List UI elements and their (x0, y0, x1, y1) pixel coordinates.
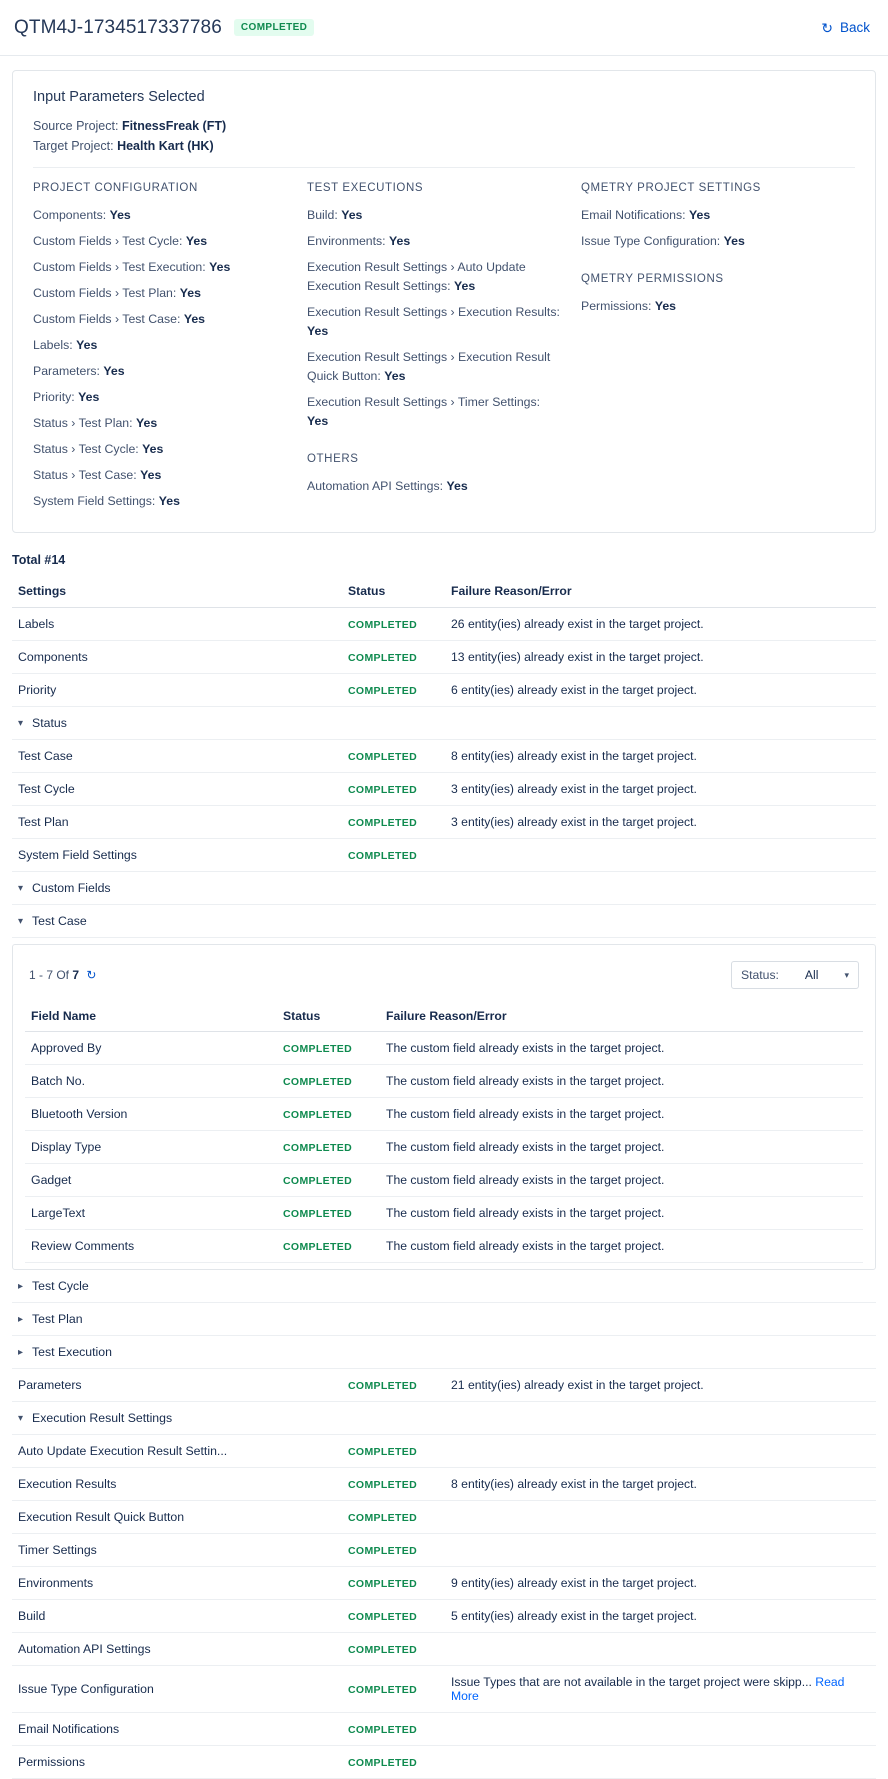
param-item (307, 303, 563, 341)
table-row[interactable] (12, 1600, 876, 1633)
chevron-down-icon[interactable]: ▾ (18, 1413, 24, 1424)
row-reason: 21 entity(ies) already exist in the target project. (445, 1369, 876, 1402)
back-link[interactable]: Back (839, 20, 870, 35)
column-heading-permissions: QMETRY PERMISSIONS (581, 273, 724, 285)
settings-table-top (12, 575, 876, 938)
row-name: Priority (12, 674, 342, 707)
row-status: COMPLETED (348, 652, 418, 664)
pagination-info (29, 968, 96, 982)
row-field-name: Review Comments (25, 1230, 277, 1263)
row-reason (445, 839, 876, 872)
refresh-icon[interactable]: ↻ (86, 968, 97, 982)
param-item (307, 232, 563, 251)
page-title: QTM4J-1734517337786 (14, 16, 222, 38)
table-row[interactable] (25, 1197, 863, 1230)
row-name: Execution Result Quick Button (12, 1501, 342, 1534)
row-reason: 8 entity(ies) already exist in the target project. (445, 1468, 876, 1501)
param-value: Yes (142, 442, 164, 456)
row-reason: The custom field already exists in the target project. (380, 1164, 863, 1197)
row-reason: 26 entity(ies) already exist in the target project. (445, 608, 876, 641)
param-value: Yes (179, 286, 201, 300)
param-item (33, 466, 289, 485)
table-row[interactable] (25, 1098, 863, 1131)
row-name: Environments (12, 1567, 342, 1600)
row-reason: The custom field already exists in the target project. (380, 1065, 863, 1098)
panel-bottom-spacer (25, 1263, 863, 1269)
row-name: System Field Settings (12, 839, 342, 872)
row-status: COMPLETED (348, 1684, 418, 1696)
table-row-group-execution-result-settings[interactable] (12, 1402, 876, 1435)
table-row[interactable] (25, 1131, 863, 1164)
param-value: Yes (341, 208, 363, 222)
row-status: COMPLETED (348, 1724, 418, 1736)
row-reason: 6 entity(ies) already exist in the target project. (445, 674, 876, 707)
param-value: Yes (136, 416, 158, 430)
custom-fields-table (25, 1001, 863, 1263)
row-field-name: Approved By (25, 1032, 277, 1065)
param-item (33, 232, 289, 251)
table-row-group-status[interactable] (12, 707, 876, 740)
table-row-group-test-cycle[interactable] (12, 1270, 876, 1303)
table-header-row (12, 575, 876, 608)
param-value: Yes (446, 479, 468, 493)
param-value: Yes (209, 260, 231, 274)
row-reason: Issue Types that are not available in the target project were skipp... (451, 1675, 812, 1689)
param-label: System Field Settings: (33, 494, 156, 508)
table-row[interactable] (12, 608, 876, 641)
param-item (33, 284, 289, 303)
row-status: COMPLETED (348, 1644, 418, 1656)
card-title: Input Parameters Selected (33, 89, 205, 105)
chevron-down-icon[interactable]: ▾ (18, 718, 24, 729)
row-status: COMPLETED (348, 1578, 418, 1590)
param-item (581, 232, 837, 251)
chevron-right-icon[interactable]: ▸ (18, 1347, 24, 1358)
status-filter-label: Status: (740, 968, 779, 982)
row-status: COMPLETED (348, 1512, 418, 1524)
row-name: Parameters (12, 1369, 342, 1402)
parameters-columns (33, 168, 855, 518)
source-project-line (33, 119, 855, 133)
table-header-row (25, 1001, 863, 1032)
param-item (33, 336, 289, 355)
row-name: Automation API Settings (12, 1633, 342, 1666)
row-name: Test Case (12, 740, 342, 773)
row-status: COMPLETED (348, 751, 418, 763)
table-row[interactable] (12, 1435, 876, 1468)
row-name: Test Cycle (12, 773, 342, 806)
row-reason (445, 1633, 876, 1666)
row-status: COMPLETED (283, 1076, 353, 1088)
row-status: COMPLETED (348, 685, 418, 697)
param-label: Execution Result Settings › Timer Settings: (307, 395, 541, 409)
param-label: Components: (33, 208, 107, 222)
row-status: COMPLETED (348, 1757, 418, 1769)
param-item (33, 206, 289, 225)
row-name: Components (12, 641, 342, 674)
source-project-label: Source Project: (33, 119, 119, 133)
page-header (0, 0, 888, 56)
table-row[interactable] (12, 1666, 876, 1713)
chevron-down-icon[interactable]: ▾ (18, 883, 24, 894)
pagination-range: 1 - 7 Of (29, 968, 70, 982)
table-row-group-test-case[interactable] (12, 905, 876, 938)
target-project-line (33, 139, 855, 153)
row-reason (445, 1746, 876, 1779)
row-status: COMPLETED (348, 1611, 418, 1623)
param-value: Yes (389, 234, 411, 248)
row-status: COMPLETED (283, 1175, 353, 1187)
read-more-link[interactable]: Read More (451, 1675, 845, 1703)
th-status: Status (277, 1001, 380, 1032)
column-heading: PROJECT CONFIGURATION (33, 182, 198, 194)
row-field-name: Gadget (25, 1164, 277, 1197)
th-field-name: Field Name (25, 1001, 277, 1032)
row-status: COMPLETED (348, 619, 418, 631)
param-label: Issue Type Configuration: (581, 234, 721, 248)
panel-toolbar (25, 955, 863, 1001)
param-item (307, 393, 563, 431)
row-name: Test Plan (12, 806, 342, 839)
row-name: Execution Result Settings (32, 1411, 173, 1425)
row-reason: The custom field already exists in the target project. (380, 1131, 863, 1164)
row-reason: The custom field already exists in the target project. (380, 1032, 863, 1065)
chevron-right-icon[interactable]: ▸ (18, 1314, 24, 1325)
row-name: Test Cycle (32, 1279, 89, 1293)
param-label: Execution Result Settings › Execution Result Quick Button: (307, 350, 551, 383)
param-label: Status › Test Case: (33, 468, 137, 482)
param-label: Custom Fields › Test Execution: (33, 260, 206, 274)
row-reason (445, 1501, 876, 1534)
custom-fields-test-case-panel (12, 944, 876, 1270)
row-status: COMPLETED (283, 1142, 353, 1154)
param-label: Status › Test Cycle: (33, 442, 139, 456)
status-filter-value: All (804, 968, 819, 982)
row-reason: 3 entity(ies) already exist in the target project. (445, 773, 876, 806)
param-item (581, 206, 837, 225)
param-label: Execution Result Settings › Execution Results: (307, 305, 560, 319)
param-value: Yes (307, 324, 329, 338)
row-name: Execution Results (12, 1468, 342, 1501)
row-status: COMPLETED (283, 1208, 353, 1220)
row-reason: 13 entity(ies) already exist in the target project. (445, 641, 876, 674)
param-label: Environments: (307, 234, 386, 248)
table-row[interactable] (12, 1633, 876, 1666)
th-settings: Settings (12, 575, 342, 608)
row-name: Test Execution (32, 1345, 112, 1359)
row-status: COMPLETED (283, 1241, 353, 1253)
source-project-value: FitnessFreak (FT) (121, 119, 227, 133)
th-reason: Failure Reason/Error (445, 575, 876, 608)
row-name: Timer Settings (12, 1534, 342, 1567)
target-project-label: Target Project: (33, 139, 114, 153)
param-item (33, 310, 289, 329)
total-count: Total #14 (12, 553, 66, 567)
status-badge: COMPLETED (234, 19, 314, 36)
row-name: Test Plan (32, 1312, 83, 1326)
param-label: Custom Fields › Test Case: (33, 312, 181, 326)
param-label: Permissions: (581, 299, 652, 313)
row-field-name: Display Type (25, 1131, 277, 1164)
column-qmetry-project-settings (581, 182, 855, 518)
param-item (33, 440, 289, 459)
param-value: Yes (307, 414, 329, 428)
chevron-right-icon[interactable]: ▸ (18, 1281, 24, 1292)
column-heading: TEST EXECUTIONS (307, 182, 424, 194)
table-row[interactable] (12, 1713, 876, 1746)
row-status: COMPLETED (348, 784, 418, 796)
param-item (33, 414, 289, 433)
param-value: Yes (654, 299, 677, 313)
param-value: Yes (78, 390, 100, 404)
column-test-executions (307, 182, 581, 518)
param-value: Yes (723, 234, 745, 248)
row-status: COMPLETED (283, 1109, 353, 1121)
param-value: Yes (158, 494, 180, 508)
table-row[interactable] (25, 1032, 863, 1065)
param-label: Custom Fields › Test Plan: (33, 286, 177, 300)
param-label: Parameters: (33, 364, 100, 378)
param-item (33, 492, 289, 511)
row-status: COMPLETED (348, 1446, 418, 1458)
row-status: COMPLETED (348, 1545, 418, 1557)
param-label: Email Notifications: (581, 208, 686, 222)
table-row[interactable] (12, 1534, 876, 1567)
table-row[interactable] (25, 1065, 863, 1098)
param-item (307, 348, 563, 386)
pagination-total: 7 (72, 968, 80, 982)
table-row[interactable] (12, 806, 876, 839)
target-project-value: Health Kart (HK) (117, 139, 214, 153)
param-item (307, 258, 563, 296)
row-field-name: Bluetooth Version (25, 1098, 277, 1131)
table-row[interactable] (12, 773, 876, 806)
param-value: Yes (453, 279, 476, 293)
param-label: Priority: (33, 390, 75, 404)
refresh-icon[interactable]: ↻ (821, 19, 833, 36)
table-row[interactable] (12, 1369, 876, 1402)
row-name: Auto Update Execution Result Settin... (12, 1435, 342, 1468)
row-reason (445, 1435, 876, 1468)
param-value: Yes (140, 468, 162, 482)
row-name: Labels (12, 608, 342, 641)
row-name: Build (12, 1600, 342, 1633)
input-parameters-card (12, 70, 876, 533)
param-item (33, 362, 289, 381)
table-row[interactable] (12, 839, 876, 872)
column-project-configuration (33, 182, 307, 518)
settings-table-bottom (12, 1270, 876, 1779)
row-reason: 5 entity(ies) already exist in the target project. (445, 1600, 876, 1633)
param-value: Yes (103, 364, 125, 378)
row-name: Status (32, 716, 67, 730)
table-row[interactable] (12, 1468, 876, 1501)
row-name: Custom Fields (32, 881, 111, 895)
row-status: COMPLETED (348, 850, 418, 862)
param-item (307, 206, 563, 225)
param-label: Automation API Settings: (307, 479, 444, 493)
param-label: Labels: (33, 338, 73, 352)
row-name: Email Notifications (12, 1713, 342, 1746)
header-right[interactable] (821, 20, 870, 35)
table-row[interactable] (12, 1567, 876, 1600)
table-row-group-custom-fields[interactable] (12, 872, 876, 905)
param-value: Yes (183, 312, 206, 326)
chevron-down-icon[interactable]: ▾ (18, 916, 24, 927)
row-status: COMPLETED (348, 817, 418, 829)
th-reason: Failure Reason/Error (380, 1001, 863, 1032)
param-value: Yes (384, 369, 406, 383)
row-reason: The custom field already exists in the target project. (380, 1230, 863, 1263)
param-value: Yes (185, 234, 208, 248)
chevron-down-icon[interactable]: ▾ (844, 969, 849, 980)
param-value: Yes (76, 338, 98, 352)
table-row[interactable] (12, 641, 876, 674)
param-label: Build: (307, 208, 338, 222)
param-value: Yes (688, 208, 711, 222)
param-label: Custom Fields › Test Cycle: (33, 234, 183, 248)
row-reason (445, 1713, 876, 1746)
row-status: COMPLETED (283, 1043, 353, 1055)
table-row-group-test-execution[interactable] (12, 1336, 876, 1369)
row-reason (445, 1534, 876, 1567)
row-status: COMPLETED (348, 1380, 418, 1392)
param-item (33, 388, 289, 407)
row-reason: 3 entity(ies) already exist in the target project. (445, 806, 876, 839)
row-reason: 8 entity(ies) already exist in the target project. (445, 740, 876, 773)
header-left (14, 17, 314, 39)
param-value: Yes (109, 208, 131, 222)
row-name: Permissions (12, 1746, 342, 1779)
param-item (307, 477, 563, 496)
row-status: COMPLETED (348, 1479, 418, 1491)
row-name: Issue Type Configuration (12, 1666, 342, 1713)
table-row[interactable] (12, 1501, 876, 1534)
table-row[interactable] (12, 1746, 876, 1779)
param-label: Execution Result Settings › Auto Update Execution Result Settings: (307, 260, 526, 293)
param-item (33, 258, 289, 277)
row-name: Test Case (32, 914, 87, 928)
table-row[interactable] (25, 1230, 863, 1263)
th-status: Status (342, 575, 445, 608)
param-label: Status › Test Plan: (33, 416, 133, 430)
status-filter-dropdown[interactable] (731, 961, 859, 989)
table-row-group-test-plan[interactable] (12, 1303, 876, 1336)
table-row[interactable] (12, 674, 876, 707)
row-field-name: Batch No. (25, 1065, 277, 1098)
table-row[interactable] (12, 740, 876, 773)
column-heading: QMETRY PROJECT SETTINGS (581, 182, 761, 194)
row-reason: The custom field already exists in the target project. (380, 1197, 863, 1230)
table-row[interactable] (25, 1164, 863, 1197)
param-item (581, 297, 837, 316)
column-heading-others: OTHERS (307, 453, 359, 465)
row-field-name: LargeText (25, 1197, 277, 1230)
row-reason: 9 entity(ies) already exist in the target project. (445, 1567, 876, 1600)
row-reason: The custom field already exists in the target project. (380, 1098, 863, 1131)
